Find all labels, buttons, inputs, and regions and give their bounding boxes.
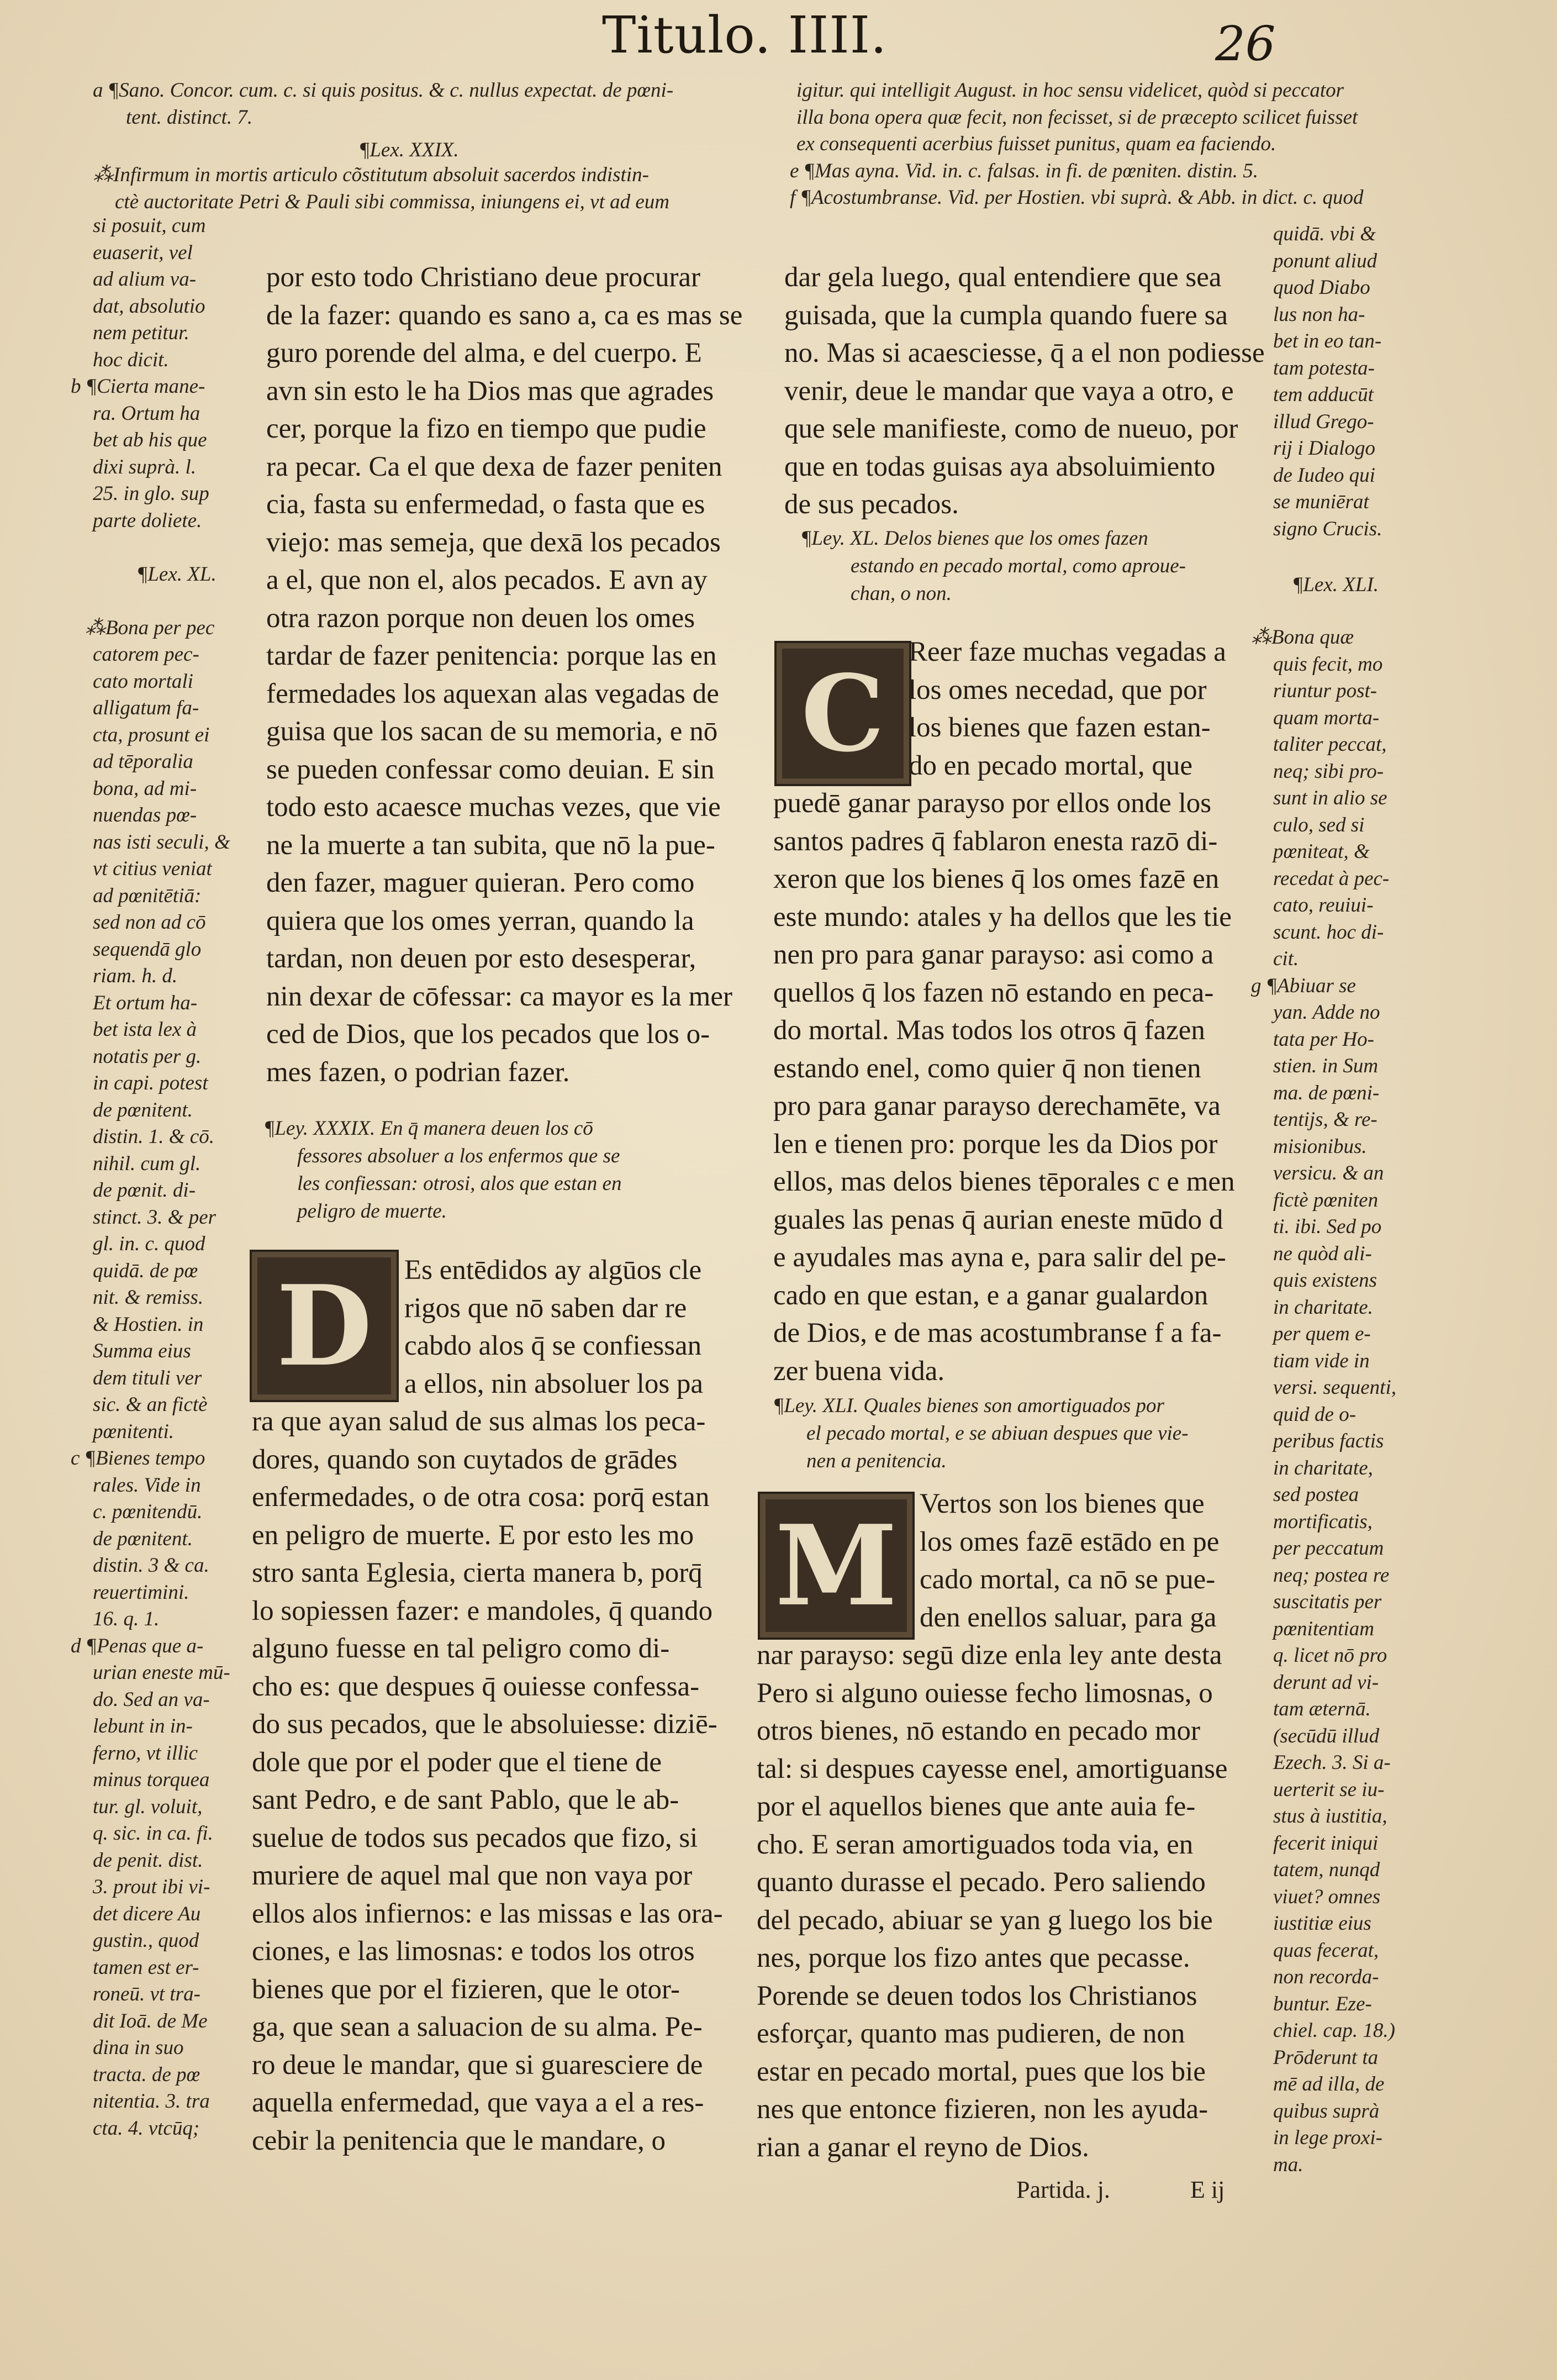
text-line: estar en pecado mortal, pues que los bie xyxy=(757,2056,1206,2087)
gloss-line: 3. prout ibi vi- xyxy=(93,1876,210,1898)
text-line: nes, porque los fizo antes que pecasse. xyxy=(757,1942,1190,1973)
heading-line: el pecado mortal, e se abiuan despues que vie- xyxy=(806,1422,1189,1445)
text-line: los omes fazē estādo en pe xyxy=(920,1526,1220,1557)
gloss-line: suscitatis per xyxy=(1273,1591,1382,1613)
gloss-line: quibus suprà xyxy=(1273,2099,1380,2123)
gloss-line: ti. ibi. Sed po xyxy=(1273,1215,1382,1238)
gloss-line: quid de o- xyxy=(1273,1403,1357,1426)
gloss-line: versicu. & an xyxy=(1273,1162,1384,1184)
text-line: tardar de fazer penitencia: porque las en xyxy=(266,640,717,671)
gloss-line: urian eneste mū- xyxy=(93,1661,230,1684)
gloss-line: vt citius veniat xyxy=(93,857,212,880)
gloss-line: fecerit iniqui xyxy=(1273,1831,1379,1855)
heading-line: ¶Ley. XL. Delos bienes que los omes fazen xyxy=(801,527,1148,550)
gloss-line: ad alium va- xyxy=(93,268,197,291)
text-line: que en todas guisas aya absoluimiento xyxy=(784,451,1216,482)
folio-number: 26 xyxy=(1215,17,1276,72)
text-line: en peligro de muerte. E por esto les mo xyxy=(252,1519,694,1551)
gloss-line: rales. Vide in xyxy=(93,1473,201,1497)
text-line: rigos que nō saben dar re xyxy=(404,1292,687,1324)
gloss-line: yan. Adde no xyxy=(1273,1001,1380,1024)
gloss-line: per peccatum xyxy=(1273,1537,1384,1560)
text-line: dores, quando son cuytados de grādes xyxy=(252,1444,678,1475)
text-line: otros bienes, nō estando en pecado mor xyxy=(757,1715,1201,1746)
gloss-line: si posuit, cum xyxy=(93,214,206,237)
gloss-line: in lege proxi- xyxy=(1273,2126,1382,2149)
text-line: nar parayso: segū dize enla ley ante desta xyxy=(757,1640,1222,1671)
text-line: nen pro para ganar parayso: asi como a xyxy=(773,939,1214,970)
gloss-line: neq; postea re xyxy=(1273,1563,1390,1587)
text-line: los bienes que fazen estan- xyxy=(909,712,1211,743)
text-line: suelue de todos sus pecados que fizo, si xyxy=(252,1822,698,1854)
text-line: puedē ganar parayso por ellos onde los xyxy=(773,788,1212,819)
text-line: Pero si alguno ouiesse fecho limosnas, o xyxy=(757,1677,1213,1709)
gloss-line: versi. sequenti, xyxy=(1273,1376,1396,1399)
text-line: este mundo: atales y ha dellos que les tie xyxy=(773,901,1232,933)
gloss-line: ad tēporalia xyxy=(93,750,193,773)
gloss-line xyxy=(93,534,258,561)
gloss-line: gustin., quod xyxy=(93,1929,199,1952)
gloss-line: nem petitur. xyxy=(93,322,189,344)
heading-line: les confiessan: otrosi, alos que estan en xyxy=(297,1172,622,1195)
gloss-line: e ¶Mas ayna. Vid. in. c. falsas. in fi. de pœniten. distin. 5. xyxy=(790,159,1259,182)
gloss-line: tam æternā. xyxy=(1273,1698,1371,1720)
heading-line: nen a penitencia. xyxy=(806,1450,947,1472)
gloss-line: sed non ad cō xyxy=(93,911,206,934)
text-line: tardan, non deuen por esto desesperar, xyxy=(266,943,696,974)
gloss-line: de pœnit. di- xyxy=(93,1179,196,1202)
gloss-line: tamen est er- xyxy=(93,1956,199,1979)
gloss-line: sunt in alio se xyxy=(1273,787,1387,809)
gloss-line: ¶Lex. XL. xyxy=(137,562,217,586)
signature-mark: Partida. j. xyxy=(1016,2176,1110,2203)
text-line: stro santa Eglesia, cierta manera b, porq̄ xyxy=(252,1557,703,1588)
lex29-label: ¶Lex. XXIX. xyxy=(359,139,459,161)
gloss-line: pœniteat, & xyxy=(1273,840,1370,863)
gloss-line: tam potesta- xyxy=(1273,356,1375,380)
col1-block2 xyxy=(252,1403,749,2160)
gloss-line: mē ad illa, de xyxy=(1273,2073,1385,2095)
gloss-line: tiam vide in xyxy=(1273,1349,1370,1372)
text-line: mes fazen, o podrian fazer. xyxy=(266,1056,570,1088)
gloss-line: dat, absolutio xyxy=(93,294,205,318)
gloss-line: dixi suprà. l. xyxy=(93,455,197,478)
gloss-line: det dicere Au xyxy=(93,1902,201,1925)
text-line: do mortal. Mas todos los otros q̄ fazen xyxy=(773,1015,1205,1046)
text-line: por esto todo Christiano deue procurar xyxy=(266,262,701,293)
gloss-line: ma. de pœni- xyxy=(1273,1081,1380,1104)
gloss-line: nuendas pœ- xyxy=(93,804,197,826)
gloss-line: nas isti seculi, & xyxy=(93,830,230,854)
gloss-line: sequendā glo xyxy=(93,938,202,961)
text-line: fermedades los aquexan alas vegadas de xyxy=(266,678,719,709)
gloss-line: chiel. cap. 18.) xyxy=(1273,2019,1395,2042)
gloss-line: quis fecit, mo xyxy=(1273,652,1383,676)
text-line: cer, porque la fizo en tiempo que pudie xyxy=(266,413,706,444)
gloss-line xyxy=(93,588,258,615)
heading-line: peligro de muerte. xyxy=(297,1200,447,1223)
drop-cap-letter: C xyxy=(801,652,885,775)
gloss-line: sed postea xyxy=(1273,1483,1359,1506)
text-line: xeron que los bienes q̄ los omes fazē en xyxy=(773,863,1220,894)
gloss-line: roneū. vt tra- xyxy=(93,1983,200,2005)
col1-block1 xyxy=(266,259,747,1091)
gloss-line: riam. h. d. xyxy=(93,965,178,987)
text-line: cho. E seran amortiguados toda via, en xyxy=(757,1829,1194,1860)
text-line: guisada, que la cumpla quando fuere sa xyxy=(784,299,1228,331)
text-line: muriere de aquel mal que non vaya por xyxy=(252,1860,693,1891)
gloss-line: quidā. vbi & xyxy=(1273,223,1376,245)
gloss-line: buntur. Eze- xyxy=(1273,1992,1372,2015)
text-line: alguno fuesse en tal peligro como di- xyxy=(252,1633,670,1664)
gloss-line: de Iudeo qui xyxy=(1273,464,1375,487)
gloss-line: bet in eo tan- xyxy=(1273,330,1382,352)
gloss-line: lus non ha- xyxy=(1273,303,1365,326)
gloss-line: q. licet nō pro xyxy=(1273,1644,1387,1667)
gloss-line: Ezech. 3. Si a- xyxy=(1273,1751,1391,1774)
text-line: cebir la penitencia que le mandare, o xyxy=(252,2125,666,2156)
col2-block3 xyxy=(757,1636,1265,2166)
lex41-label: ¶Lex. XLI. xyxy=(1292,573,1379,596)
heading-line: fessores absoluer a los enfermos que se xyxy=(297,1145,620,1167)
text-line: que sele manifieste, como de nueuo, por xyxy=(784,413,1238,444)
gloss-line: dit Ioā. de Me xyxy=(93,2009,208,2033)
text-line: ga, que sean a saluacion de su alma. Pe- xyxy=(252,2012,703,2042)
gloss-line: mortificatis, xyxy=(1273,1510,1373,1533)
gloss-line: b ¶Cierta mane- xyxy=(71,375,205,398)
gloss-line: stien. in Sum xyxy=(1273,1055,1379,1077)
heading-line: chan, o non. xyxy=(851,582,952,605)
col2-block2 xyxy=(773,784,1270,1390)
text-line: ellos, mas delos bienes tēporales c e men xyxy=(773,1166,1235,1197)
gloss-line: & Hostien. in xyxy=(93,1313,204,1336)
text-line: cia, fasta su enfermedad, o fasta que es xyxy=(266,489,705,520)
left-margin-gloss xyxy=(71,213,258,2142)
text-line: aquella enfermedad, que vaya a el a res- xyxy=(252,2087,704,2118)
gloss-line: (secūdū illud xyxy=(1273,1724,1380,1747)
text-line: dole que por el poder que el tiene de xyxy=(252,1746,662,1778)
gloss-line: a ¶Sano. Concor. cum. c. si quis positus. & c. nullus expectat. de pœni- xyxy=(93,79,674,102)
gloss-line: tatem, nunqd xyxy=(1273,1858,1380,1881)
gloss-line: fictè pœniten xyxy=(1273,1188,1379,1212)
lex40-heading xyxy=(801,525,1254,608)
gloss-line: scunt. hoc di- xyxy=(1273,920,1384,944)
text-line: quanto durasse el pecado. Pero saliendo xyxy=(757,1867,1206,1898)
gloss-line: d ¶Penas que a- xyxy=(71,1634,204,1657)
drop-cap-letter: M xyxy=(775,1500,898,1631)
text-line: los omes necedad, que por xyxy=(909,674,1207,705)
col2-block2-short xyxy=(909,633,1262,784)
gloss-line: ⁂Bona per pec xyxy=(85,616,215,639)
lex41-heading xyxy=(773,1392,1259,1475)
gloss-line: ne quòd ali- xyxy=(1273,1242,1372,1265)
text-line: a el, que non el, alos pecados. E avn ay xyxy=(266,565,708,596)
text-line: de Dios, e de mas acostumbranse f a fa- xyxy=(773,1318,1222,1349)
gloss-line: signo Crucis. xyxy=(1273,517,1382,540)
gloss-line: taliter peccat, xyxy=(1273,733,1387,756)
text-line: tal: si despues cayesse enel, amortiguanse xyxy=(757,1753,1228,1784)
gloss-line: de penit. dist. xyxy=(93,1849,203,1872)
text-line: do en pecado mortal, que xyxy=(909,750,1193,781)
gloss-line: illa bona opera quæ fecit, non fecisset, si de præcepto scilicet fuisset xyxy=(796,106,1358,129)
gloss-line: derunt ad vi- xyxy=(1273,1671,1379,1694)
text-line: nin dexar de cōfessar: ca mayor es la mer xyxy=(266,981,732,1012)
gloss-line: ⁂Infirmum in mortis articulo cõstitutum absoluit sacerdos indistin- xyxy=(93,164,649,186)
text-line: estando enel, como quier q̄ non tienen xyxy=(773,1052,1201,1084)
gloss-line: cato, reuiui- xyxy=(1273,894,1374,917)
text-line: len e tienen pro: porque les da Dios por xyxy=(773,1128,1218,1160)
drop-cap-m xyxy=(758,1492,915,1640)
gloss-line: parte doliete. xyxy=(93,509,202,532)
text-line: todo esto acaesce muchas vezes, que vie xyxy=(266,792,721,823)
text-line: rian a ganar el reyno de Dios. xyxy=(757,2131,1089,2163)
text-line: Porende se deuen todos los Christianos xyxy=(757,1980,1197,2012)
gloss-line: illud Grego- xyxy=(1273,410,1374,433)
right-margin-gloss xyxy=(1251,624,1417,2178)
gloss-line: bet ab his que xyxy=(93,429,207,451)
lex39-heading xyxy=(264,1115,750,1225)
gloss-line: misionibus. xyxy=(1273,1135,1367,1158)
text-line: cado en que estan, e a ganar gualardon xyxy=(773,1279,1208,1311)
text-line: guisa que los sacan de su memoria, e nō xyxy=(266,716,718,747)
heading-line: ¶Ley. XXXIX. En q̄ manera deuen los cō xyxy=(264,1117,593,1140)
text-line: den fazer, maguer quieran. Pero como xyxy=(266,867,695,898)
text-line: cho es: que despues q̄ ouiesse confessa- xyxy=(252,1671,700,1702)
gloss-line: 16. q. 1. xyxy=(93,1608,160,1630)
gloss-line: tentijs, & re- xyxy=(1273,1108,1377,1131)
gloss-line: catorem pec- xyxy=(93,643,199,666)
text-line: ro deue le mandar, que si guaresciere de xyxy=(252,2049,703,2081)
gloss-line: cta, prosunt ei xyxy=(93,723,210,746)
gloss-line: igitur. qui intelligit August. in hoc sensu videlicet, quòd si peccator xyxy=(796,79,1344,102)
gloss-line: c ¶Bienes tempo xyxy=(71,1447,205,1470)
gloss-line: recedat à pec- xyxy=(1273,867,1390,890)
drop-cap-letter: D xyxy=(276,1261,372,1391)
text-line: zer buena vida. xyxy=(773,1355,945,1387)
gloss-line: stinct. 3. & per xyxy=(93,1205,217,1229)
heading-line: ¶Ley. XLI. Quales bienes son amortiguados por xyxy=(773,1394,1164,1417)
heading-line: estando en pecado mortal, como aproue- xyxy=(851,555,1186,577)
gloss-line: ad pœnitētiā: xyxy=(93,884,202,907)
lex29-note xyxy=(93,162,756,215)
text-line: bienes que por el fizieren, que le otor- xyxy=(252,1973,680,2005)
text-line: quellos q̄ los fazen nō estando en peca- xyxy=(773,977,1214,1008)
gloss-line: quam morta- xyxy=(1273,706,1380,729)
gloss-line: f ¶Acostumbranse. Vid. per Hostien. vbi suprà. & Abb. in dict. c. quod xyxy=(790,186,1364,209)
text-line: de sus pecados. xyxy=(784,489,959,520)
gloss-line: bona, ad mi- xyxy=(93,777,197,800)
right-margin-gloss-top xyxy=(1273,221,1439,543)
text-line: den enellos saluar, para ga xyxy=(920,1602,1217,1633)
gloss-line: 25. in glo. sup xyxy=(93,482,209,505)
gloss-line: nit. & remiss. xyxy=(93,1286,204,1309)
gloss-line: rij i Dialogo xyxy=(1273,437,1376,460)
gloss-line: stus à iustitia, xyxy=(1273,1805,1387,1828)
gloss-line: Prōderunt ta xyxy=(1273,2046,1379,2069)
text-line: ne la muerte a tan subita, que nō la pue- xyxy=(266,829,715,861)
top-note-left xyxy=(93,77,756,131)
gloss-line: cato mortali xyxy=(93,670,193,693)
gloss-line: quas fecerat, xyxy=(1273,1939,1379,1962)
gloss-line: tracta. de pœ xyxy=(93,2063,200,2086)
gloss-line: distin. 1. & cō. xyxy=(93,1125,214,1148)
gloss-line: reuertimini. xyxy=(93,1581,189,1604)
gloss-line: quis existens xyxy=(1273,1269,1377,1292)
gloss-line: lebunt in in- xyxy=(93,1715,193,1737)
gloss-line: per quem e- xyxy=(1273,1323,1371,1345)
gloss-line: ⁂Bona quæ xyxy=(1251,626,1354,649)
gloss-line: do. Sed an va- xyxy=(93,1688,210,1711)
text-line: no. Mas si acaesciesse, q̄ a el non podiesse xyxy=(784,338,1265,368)
gloss-line: hoc dicit. xyxy=(93,348,169,371)
gloss-line: de pœnitent. xyxy=(93,1527,193,1550)
text-line: do sus pecados, que le absoluiesse: diziē- xyxy=(252,1709,717,1740)
text-line: quiera que los omes yerran, quando la xyxy=(266,905,694,936)
gloss-line: in charitate, xyxy=(1273,1456,1373,1479)
gloss-line: in capi. potest xyxy=(93,1072,208,1094)
text-line: guales las penas q̄ aurian eneste mūdo d xyxy=(773,1204,1223,1235)
gloss-line: tent. distinct. 7. xyxy=(126,106,253,129)
gloss-line: riuntur post- xyxy=(1273,680,1377,702)
gloss-line: ex consequenti acerbius fuisset punitus, quam ea faciendo. xyxy=(796,133,1276,155)
text-line: a ellos, nin absoluer los pa xyxy=(404,1368,704,1399)
gloss-line: uerterit se iu- xyxy=(1273,1778,1385,1801)
gloss-line: culo, sed si xyxy=(1273,813,1365,836)
gloss-line: notatis per g. xyxy=(93,1045,202,1068)
text-line: ra que ayan salud de sus almas los peca- xyxy=(252,1406,706,1437)
text-line: ellos alos infiernos: e las missas e las ora- xyxy=(252,1898,723,1929)
text-line: esforçar, quanto mas pudieren, de non xyxy=(757,2018,1185,2049)
gloss-line: alligatum fa- xyxy=(93,697,199,719)
gloss-line: nihil. cum gl. xyxy=(93,1152,201,1175)
text-line: ced de Dios, que los pecados que los o- xyxy=(266,1019,710,1050)
text-line: enfermedades, o de otra cosa: porq̄ estan xyxy=(252,1482,710,1513)
gloss-line: ma. xyxy=(1273,2153,1303,2176)
gloss-line: viuet? omnes xyxy=(1273,1885,1381,1908)
gloss-line: tem adducūt xyxy=(1273,383,1374,406)
gloss-line: sic. & an fictè xyxy=(93,1393,208,1416)
text-line: lo sopiessen fazer: e mandoles, q̄ quando xyxy=(252,1595,713,1626)
gloss-line: iustitiæ eius xyxy=(1273,1912,1371,1935)
page-title: Titulo. IIII. xyxy=(602,6,888,65)
gloss-line: tata per Ho- xyxy=(1273,1028,1374,1051)
text-line: Reer faze muchas vegadas a xyxy=(909,636,1226,667)
text-line: dar gela luego, qual entendiere que sea xyxy=(784,262,1222,293)
gloss-line: se muniērat xyxy=(1273,491,1369,513)
text-line: viejo: mas semeja, que dexā los pecados xyxy=(266,526,721,558)
gloss-line: pœnitenti. xyxy=(93,1420,174,1443)
gloss-line: ferno, vt illic xyxy=(93,1741,198,1765)
leaf-mark: E ij xyxy=(1190,2176,1225,2203)
gloss-line: non recorda- xyxy=(1273,1966,1379,1988)
text-line: cado mortal, ca nō se pue- xyxy=(920,1564,1216,1595)
gloss-line: cta. 4. vtcūq; xyxy=(93,2116,200,2140)
gloss-line: q. sic. in ca. fi. xyxy=(93,1822,213,1845)
text-line: cabdo alos q̄ se confiessan xyxy=(404,1330,702,1361)
text-line: otra razon porque non deuen los omes xyxy=(266,602,695,634)
gloss-line: bet ista lex à xyxy=(93,1018,197,1041)
text-line: Vertos son los bienes que xyxy=(920,1488,1205,1519)
text-line: avn sin esto le ha Dios mas que agrades xyxy=(266,375,714,407)
text-line: Es entēdidos ay algūos cle xyxy=(404,1255,702,1286)
text-line: venir, deue le mandar que vaya a otro, e xyxy=(784,375,1234,407)
gloss-line: in charitate. xyxy=(1273,1296,1373,1319)
text-line: pro para ganar parayso derechamēte, va xyxy=(773,1091,1221,1121)
text-line: nes que entonce fizieren, non les ayuda- xyxy=(757,2094,1208,2125)
gloss-line: minus torquea xyxy=(93,1768,210,1791)
gloss-line: de pœnitent. xyxy=(93,1098,193,1121)
text-line: por el aquellos bienes que ante auia fe- xyxy=(757,1791,1196,1822)
text-line: se pueden confessar como deuian. E sin xyxy=(266,754,715,785)
col2-block1 xyxy=(784,259,1270,524)
gloss-line: euaserit, vel xyxy=(93,241,193,264)
gloss-line: g ¶Abiuar se xyxy=(1251,974,1356,997)
gloss-line: quidā. de pœ xyxy=(93,1259,198,1282)
text-line: del pecado, abiuar se yan g luego los bie xyxy=(757,1904,1213,1936)
top-note-right xyxy=(790,77,1486,212)
text-line: guro porende del alma, e del cuerpo. E xyxy=(266,338,702,368)
col1-block2-short xyxy=(404,1251,747,1403)
gloss-line: gl. in. c. quod xyxy=(93,1233,205,1255)
gloss-line: peribus factis xyxy=(1273,1430,1384,1452)
text-line: santos padres q̄ fablaron enesta razō di- xyxy=(773,825,1218,857)
text-line: de la fazer: quando es sano a, ca es mas se xyxy=(266,299,743,331)
text-line: e ayudales mas ayna e, para salir del pe- xyxy=(773,1242,1226,1273)
gloss-line: distin. 3 & ca. xyxy=(93,1554,209,1577)
col2-block3-short xyxy=(920,1485,1268,1636)
gloss-line: ra. Ortum ha xyxy=(93,402,200,425)
gloss-line: Summa eius xyxy=(93,1340,191,1362)
gloss-line: pœnitentiam xyxy=(1273,1617,1374,1640)
gloss-line: quod Diabo xyxy=(1273,276,1370,299)
gloss-line: ponunt aliud xyxy=(1273,249,1377,272)
gloss-line: c. pœnitendū. xyxy=(93,1500,203,1523)
gloss-line: dina in suo xyxy=(93,2036,184,2059)
drop-cap-d xyxy=(250,1250,399,1402)
text-line: ra pecar. Ca el que dexa de fazer peniten xyxy=(266,451,722,482)
gloss-line: cit. xyxy=(1273,947,1299,970)
drop-cap-c xyxy=(774,641,911,786)
gloss-line: Et ortum ha- xyxy=(93,991,198,1014)
gloss-line: nitentia. 3. tra xyxy=(93,2090,210,2113)
text-line: sant Pedro, e de sant Pablo, que le ab- xyxy=(252,1784,679,1815)
text-line: ciones, e las limosnas: e todos los otros xyxy=(252,1936,695,1967)
gloss-line: ctè auctoritate Petri & Pauli sibi commissa, iniungens ei, vt ad eum xyxy=(115,190,669,213)
gloss-line: tur. gl. voluit, xyxy=(93,1795,203,1818)
gloss-line: neq; sibi pro- xyxy=(1273,760,1384,783)
gloss-line: dem tituli ver xyxy=(93,1366,202,1389)
